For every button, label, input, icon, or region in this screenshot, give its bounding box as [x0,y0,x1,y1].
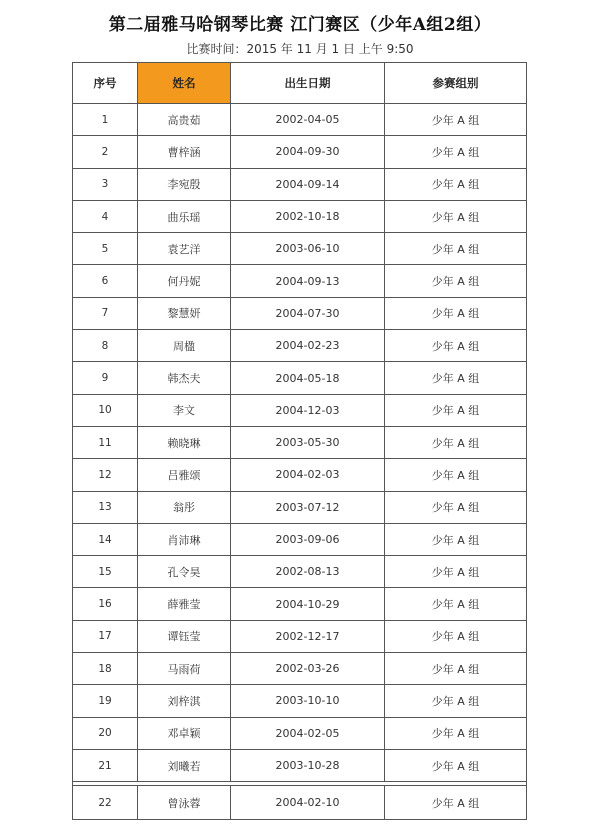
cell-name: 黎慧妍 [138,297,231,329]
page-title: 第二届雅马哈钢琴比赛 江门赛区（少年A组2组） [108,15,492,35]
cell-number: 13 [73,491,138,523]
cell-group: 少年 A 组 [385,168,527,200]
table-row [73,588,527,620]
table-row [73,362,527,394]
cell-number: 6 [73,265,138,297]
cell-number: 8 [73,330,138,362]
table-row [73,297,527,329]
cell-name: 李文 [138,394,231,426]
cell-birthdate: 2003-05-30 [231,426,385,458]
cell-number: 17 [73,620,138,652]
cell-name: 高贵茹 [138,104,231,136]
cell-group: 少年 A 组 [385,233,527,265]
cell-birthdate: 2004-02-10 [231,786,385,820]
cell-name: 刘曦若 [138,749,231,781]
cell-birthdate: 2002-08-13 [231,556,385,588]
competition-time: 比赛时间：2015 年 11 月 1 日 上午 9:50 [186,42,414,56]
cell-name: 吕雅颂 [138,459,231,491]
cell-birthdate: 2002-03-26 [231,653,385,685]
cell-name: 肖沛琳 [138,523,231,555]
column-header-number: 序号 [73,63,138,104]
cell-number: 19 [73,685,138,717]
table-row [73,265,527,297]
table-row [73,233,527,265]
cell-name: 韩杰夫 [138,362,231,394]
cell-group: 少年 A 组 [385,394,527,426]
table-row [73,523,527,555]
cell-birthdate: 2003-09-06 [231,523,385,555]
cell-name: 曲乐瑶 [138,200,231,232]
table-row [73,749,527,781]
table-row [73,491,527,523]
table-row [73,168,527,200]
cell-number: 2 [73,136,138,168]
cell-number: 7 [73,297,138,329]
cell-group: 少年 A 组 [385,265,527,297]
table-row [73,717,527,749]
cell-group: 少年 A 组 [385,297,527,329]
table-row [73,685,527,717]
cell-group: 少年 A 组 [385,556,527,588]
table-row [73,459,527,491]
cell-group: 少年 A 组 [385,786,527,820]
cell-birthdate: 2004-05-18 [231,362,385,394]
cell-group: 少年 A 组 [385,330,527,362]
cell-name: 谭钰莹 [138,620,231,652]
cell-birthdate: 2004-09-30 [231,136,385,168]
cell-group: 少年 A 组 [385,491,527,523]
cell-group: 少年 A 组 [385,200,527,232]
cell-group: 少年 A 组 [385,653,527,685]
cell-birthdate: 2003-07-12 [231,491,385,523]
cell-birthdate: 2002-10-18 [231,200,385,232]
cell-number: 20 [73,717,138,749]
cell-birthdate: 2002-04-05 [231,104,385,136]
column-header-birthdate: 出生日期 [231,63,385,104]
table-row [73,786,527,820]
cell-number: 12 [73,459,138,491]
cell-number: 11 [73,426,138,458]
table-row [73,200,527,232]
table-row [73,104,527,136]
cell-birthdate: 2003-10-28 [231,749,385,781]
table-row [73,653,527,685]
table-body [73,104,527,820]
cell-number: 15 [73,556,138,588]
cell-name: 曹梓涵 [138,136,231,168]
column-header-name: 姓名 [138,63,231,104]
contestant-table [72,62,527,820]
cell-birthdate: 2004-02-05 [231,717,385,749]
cell-group: 少年 A 组 [385,426,527,458]
cell-birthdate: 2004-10-29 [231,588,385,620]
cell-group: 少年 A 组 [385,588,527,620]
table-header-row [73,63,527,104]
cell-number: 21 [73,749,138,781]
cell-name: 刘梓淇 [138,685,231,717]
cell-birthdate: 2004-12-03 [231,394,385,426]
cell-number: 3 [73,168,138,200]
cell-group: 少年 A 组 [385,459,527,491]
cell-birthdate: 2004-09-14 [231,168,385,200]
column-header-group: 参赛组别 [385,63,527,104]
cell-name: 何丹妮 [138,265,231,297]
cell-birthdate: 2003-06-10 [231,233,385,265]
cell-number: 1 [73,104,138,136]
cell-number: 16 [73,588,138,620]
cell-birthdate: 2004-02-03 [231,459,385,491]
cell-group: 少年 A 组 [385,749,527,781]
cell-name: 袁艺洋 [138,233,231,265]
cell-group: 少年 A 组 [385,717,527,749]
cell-group: 少年 A 组 [385,523,527,555]
cell-group: 少年 A 组 [385,104,527,136]
cell-group: 少年 A 组 [385,620,527,652]
cell-number: 10 [73,394,138,426]
cell-number: 18 [73,653,138,685]
table-row [73,330,527,362]
cell-number: 4 [73,200,138,232]
cell-birthdate: 2004-07-30 [231,297,385,329]
cell-birthdate: 2002-12-17 [231,620,385,652]
table-row [73,556,527,588]
cell-number: 5 [73,233,138,265]
table-row [73,394,527,426]
cell-name: 赖晓琳 [138,426,231,458]
cell-birthdate: 2004-09-13 [231,265,385,297]
table-row [73,136,527,168]
cell-name: 周楹 [138,330,231,362]
cell-number: 22 [73,786,138,820]
cell-birthdate: 2004-02-23 [231,330,385,362]
cell-number: 9 [73,362,138,394]
cell-number: 14 [73,523,138,555]
table-row [73,620,527,652]
cell-name: 李宛殷 [138,168,231,200]
cell-name: 薛雅莹 [138,588,231,620]
cell-birthdate: 2003-10-10 [231,685,385,717]
cell-name: 马雨荷 [138,653,231,685]
cell-name: 邓卓颖 [138,717,231,749]
cell-group: 少年 A 组 [385,136,527,168]
cell-name: 翁彤 [138,491,231,523]
cell-group: 少年 A 组 [385,685,527,717]
cell-group: 少年 A 组 [385,362,527,394]
table-row [73,426,527,458]
cell-name: 孔令昊 [138,556,231,588]
cell-name: 曾泳蓉 [138,786,231,820]
